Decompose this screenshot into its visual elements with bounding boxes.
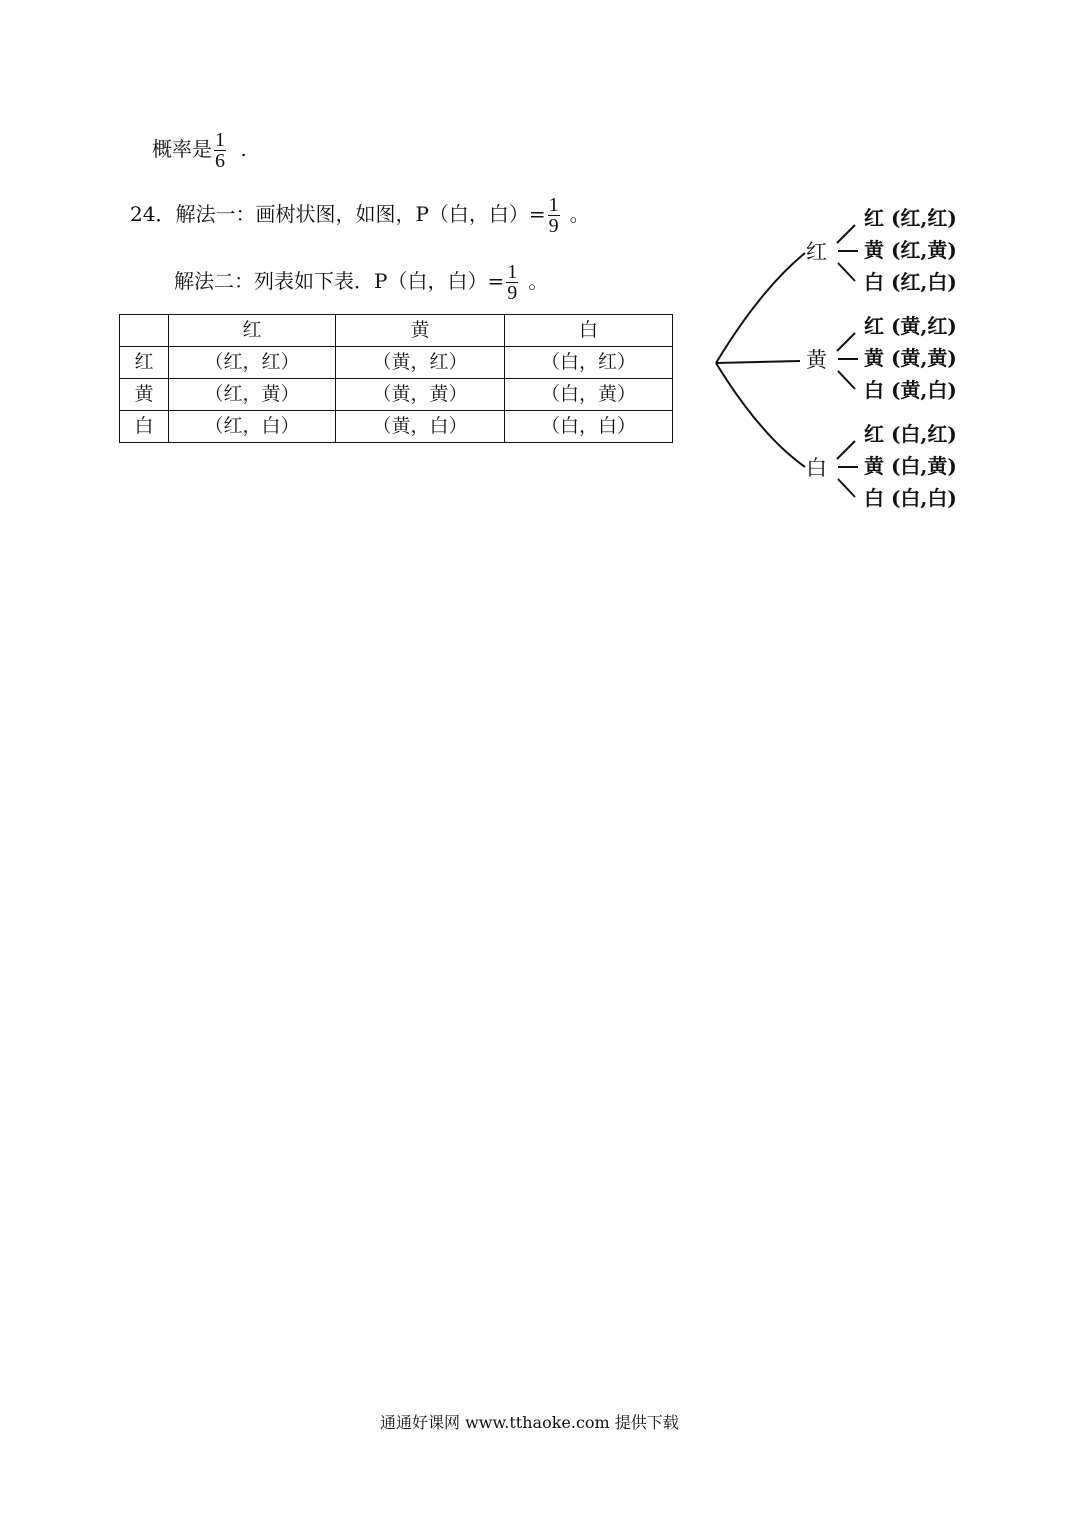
prev-fraction [214, 130, 226, 171]
table-corner-cell [120, 315, 169, 347]
outcome-table [119, 314, 673, 443]
tree-branch-line [716, 361, 800, 363]
prev-answer-text: 概率是 [152, 137, 212, 161]
question-number: 24． [130, 202, 176, 226]
tree-subbranch-line [837, 333, 855, 351]
table-cell: （红，红） [169, 347, 336, 379]
page-footer: 通通好课网 www.tthaoke.com 提供下载 [380, 1413, 679, 1432]
fraction-denominator: 6 [215, 150, 225, 172]
tree-leaf: 黄 (红,黄) [864, 238, 957, 262]
method1-fraction [548, 195, 560, 236]
fraction-denominator: 9 [548, 215, 559, 237]
table-row-header: 红 [120, 347, 169, 379]
prev-answer-line [152, 130, 247, 171]
tree-leaf: 白 (红,白) [864, 270, 957, 294]
tree-level1-label: 红 [806, 240, 827, 264]
table-cell: （黄，黄） [336, 379, 505, 411]
table-cell: （白，黄） [505, 379, 673, 411]
table-col-header: 白 [505, 315, 673, 347]
tree-subbranch-line [837, 225, 855, 243]
method2-fraction [506, 262, 518, 303]
table-col-header: 红 [169, 315, 336, 347]
q24-method1-line [130, 195, 590, 236]
table-cell: （红，白） [169, 411, 336, 443]
tree-subbranch-line [837, 441, 855, 459]
tree-branch-line [716, 363, 805, 467]
tree-subbranch-line [838, 263, 855, 281]
tree-leaf: 白 (黄,白) [864, 378, 957, 402]
table-row-header: 黄 [120, 379, 169, 411]
table-cell: （白，白） [505, 411, 673, 443]
prev-answer-tail: . [240, 137, 247, 161]
table-cell: （黄，红） [336, 347, 505, 379]
tree-leaf: 白 (白,白) [864, 486, 957, 510]
fraction-denominator: 9 [507, 282, 518, 304]
fraction-numerator: 1 [548, 194, 559, 216]
table-cell: （黄，白） [336, 411, 505, 443]
table-row-header: 白 [120, 411, 169, 443]
tree-leaf: 黄 (白,黄) [864, 454, 957, 478]
q24-method2-line [174, 262, 548, 303]
tree-branch-line [716, 253, 805, 363]
tree-leaf: 红 (红,红) [864, 206, 957, 230]
tree-subbranch-line [838, 479, 855, 497]
method2-tail: 。 [528, 269, 549, 293]
table-row [120, 411, 673, 443]
tree-subbranch-line [838, 371, 855, 389]
method1-text: 解法一：画树状图，如图，P（白，白）= [175, 202, 546, 226]
tree-leaf: 红 (白,红) [864, 422, 957, 446]
fraction-numerator: 1 [215, 129, 225, 151]
tree-leaf: 黄 (黄,黄) [864, 346, 957, 370]
tree-diagram [700, 195, 990, 525]
method1-tail: 。 [569, 202, 590, 226]
table-cell: （红，黄） [169, 379, 336, 411]
tree-level1-label: 白 [806, 456, 827, 480]
table-cell: （白，红） [505, 347, 673, 379]
table-col-header: 黄 [336, 315, 505, 347]
table-header-row [120, 315, 673, 347]
table-row [120, 347, 673, 379]
tree-level1-label: 黄 [806, 348, 827, 372]
table-row [120, 379, 673, 411]
method2-text: 解法二：列表如下表．P（白，白）= [174, 269, 505, 293]
fraction-numerator: 1 [507, 261, 518, 283]
tree-leaf: 红 (黄,红) [864, 314, 957, 338]
